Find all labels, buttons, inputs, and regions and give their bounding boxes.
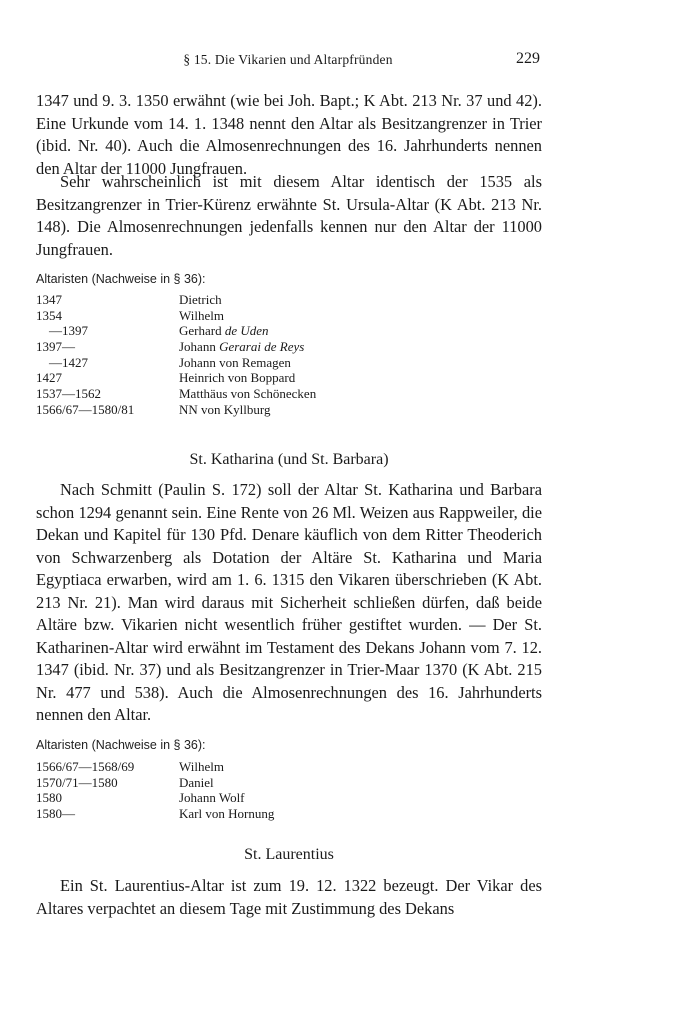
katharina-paragraph [36,479,542,727]
altarist-row [36,370,416,386]
altarist-row [36,292,416,308]
altarist-date: 1427 [36,370,62,386]
altarist-date: 1566/67—1580/81 [36,401,135,417]
altarist-row [36,806,416,822]
altarist-name: Matthäus von Schönecken [179,386,317,402]
altarist-date: 1354 [36,307,62,323]
altarist-name: Wilhelm [179,759,224,774]
altarist-name: Karl von Hornung [179,806,275,822]
altarist-date: —1427 [36,354,88,370]
altarist-name: Daniel [179,774,214,790]
altarist-name: Johann Gerarai de Reys [179,339,305,355]
altarist-row [36,339,416,355]
altarist-date: 1580— [36,806,75,822]
altarist-name: Johann von Remagen [179,354,291,370]
altarist-name: Gerhard de Uden [179,323,269,339]
section-heading-katharina: St. Katharina (und St. Barbara) [189,451,389,468]
page-number: 229 [516,50,540,67]
altarist-row [36,308,416,324]
altarist-date: 1347 [36,292,62,307]
altarist-date: 1566/67—1568/69 [36,759,135,774]
laurentius-paragraph-text: Ein St. Laurentius-Altar ist zum 19. 12. 1322 bezeugt. Der Vikar des Altares verpachtet an diesem Tage mit Zustimmung des Dekans [36,876,542,918]
ursula-paragraph-2-text: Sehr wahrscheinlich ist mit diesem Altar identisch der 1535 als Besitzangrenzer in Trier-Kürenz erwähnte St. Ursula-Altar (K Abt. 213 Nr. 148). Die Almosenrechnungen jedenfalls kennen nur den Altar der 11000 Jungfrauen. [36,172,542,259]
altarist-name: NN von Kyllburg [179,401,271,417]
altarist-name: Johann Wolf [179,790,245,806]
altarist-row [36,759,416,775]
ursula-paragraph-1-text: 1347 und 9. 3. 1350 erwähnt (wie bei Joh. Bapt.; K Abt. 213 Nr. 37 und 42). Eine Urkunde vom 14. 1. 1348 nennt den Altar als Besitzangrenzer in Trier (ibid. Nr. 40). Auch die Almosenrechnungen des 16. Jahrhunderts nennen den Altar der 11000 Jungfrauen. [36,91,542,178]
altarist-date: 1570/71—1580 [36,774,118,790]
altarist-date: 1580 [36,790,62,806]
ursula-paragraph-1 [36,90,542,180]
ursula-paragraph-2 [36,171,542,261]
altaristen-list-ursula [36,292,416,418]
altarist-row [36,323,416,339]
altaristen-list-katharina [36,759,416,822]
altarist-row [36,790,416,806]
altaristen-label-ursula: Altaristen (Nachweise in § 36): [36,272,206,286]
altarist-row [36,386,416,402]
altarist-date: 1537—1562 [36,386,101,402]
altaristen-label-katharina: Altaristen (Nachweise in § 36): [36,738,206,752]
laurentius-paragraph [36,875,542,920]
section-heading-laurentius: St. Laurentius [244,846,334,863]
running-head: § 15. Die Vikarien und Altarpfründen [183,52,393,67]
altarist-name: Heinrich von Boppard [179,370,296,386]
katharina-paragraph-text: Nach Schmitt (Paulin S. 172) soll der Altar St. Katharina und Barbara schon 1294 genannt sein. Eine Rente von 26 Ml. Weizen aus Rappweiler, die Dekan und Kapitel für 130 Pfd. Denare käuflich von dem Ritter Theoderich von Schwarzenberg als Dotation der Altäre St. Katharina und Maria Egyptiaca erwarben, wird am 1. 6. 1315 den Vikaren überschrieben (K Abt. 213 Nr. 21). Man wird daraus mit Sicherheit schließen dürfen, daß beide Altäre bzw. Vikarien nicht wesentlich früher gestiftet wurden. — Der St. Katharinen-Altar wird erwähnt im Testament des Dekans Johann vom 7. 12. 1347 (ibid. Nr. 37) und als Besitzangrenzer in Trier-Maar 1370 (K Abt. 215 Nr. 477 und 538). Auch die Almosenrechnungen des 16. Jahrhunderts nennen den Altar. [36,480,542,724]
altarist-name: Wilhelm [179,307,224,323]
altarist-row [36,775,416,791]
altarist-row [36,402,416,418]
altarist-name: Dietrich [179,292,222,307]
altarist-date: —1397 [36,323,88,339]
altarist-date: 1397— [36,339,75,355]
altarist-row [36,355,416,371]
